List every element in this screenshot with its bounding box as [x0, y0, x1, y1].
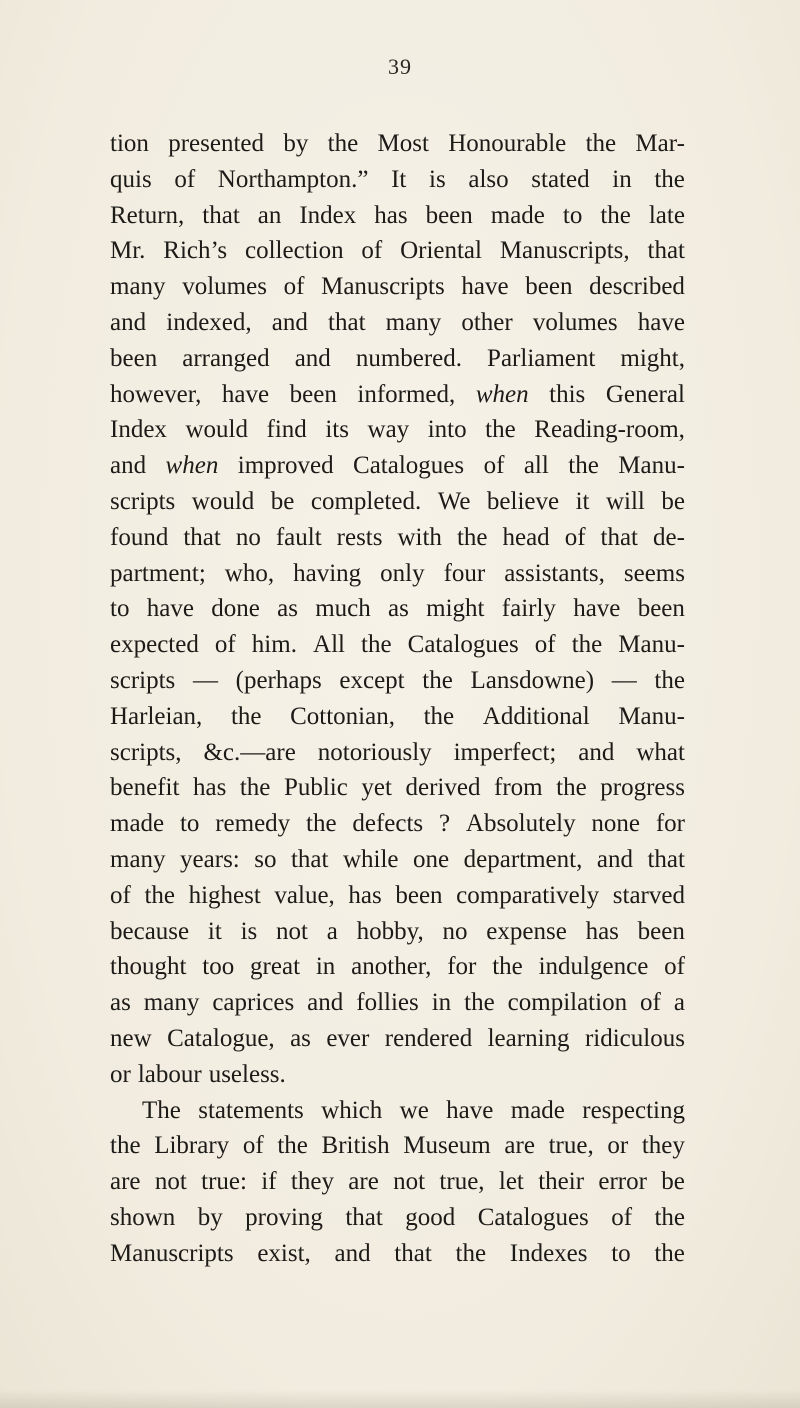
text-line: scripts, &c.—are notoriously imperfect; and what: [110, 738, 685, 766]
text-line: scripts — (perhaps except the Lansdowne) — the: [110, 666, 685, 694]
text-line: because it is not a hobby, no expense has been: [110, 917, 685, 945]
page-edge-shadow: [0, 1390, 800, 1408]
text-line: many volumes of Manuscripts have been described: [110, 273, 685, 301]
text-line: as many caprices and follies in the compilation of a: [110, 989, 685, 1017]
text-line: Index would find its way into the Reading-room,: [110, 416, 685, 444]
text-line: Mr. Rich’s collection of Oriental Manuscripts, that: [110, 237, 685, 265]
text-line: The statements which we have made respecting: [142, 1096, 685, 1124]
text-line: benefit has the Public yet derived from the progress: [110, 774, 685, 802]
text-line: partment; who, having only four assistants, seems: [110, 559, 685, 587]
text-line: expected of him. All the Catalogues of the Manu-: [110, 631, 685, 659]
text-line: quis of Northampton.” It is also stated in the: [110, 165, 685, 193]
text-line: the Library of the British Museum are true, or they: [110, 1132, 685, 1160]
text-line: Manuscripts exist, and that the Indexes to the: [110, 1239, 685, 1267]
text-line: thought too great in another, for the indulgence of: [110, 953, 685, 981]
text-line: however, have been informed, when this General: [110, 380, 685, 408]
text-line: many years: so that while one department, and that: [110, 845, 685, 873]
text-line: and when improved Catalogues of all the Manu-: [110, 452, 685, 480]
text-line: or labour useless.: [110, 1060, 286, 1088]
text-line: been arranged and numbered. Parliament might,: [110, 344, 685, 372]
text-line: Return, that an Index has been made to the late: [110, 201, 685, 229]
page-number: 39: [388, 54, 412, 79]
body-text: [110, 126, 685, 1272]
text-line: of the highest value, has been comparatively starved: [110, 881, 685, 909]
text-line: scripts would be completed. We believe it will be: [110, 487, 685, 515]
text-line: new Catalogue, as ever rendered learning ridiculous: [110, 1024, 685, 1052]
text-line: Harleian, the Cottonian, the Additional Manu-: [110, 702, 685, 730]
text-line: are not true: if they are not true, let their error be: [110, 1168, 685, 1196]
text-line: to have done as much as might fairly have been: [110, 595, 685, 623]
text-line: and indexed, and that many other volumes have: [110, 308, 685, 336]
text-line: made to remedy the defects ? Absolutely none for: [110, 810, 685, 838]
text-line: found that no fault rests with the head of that de-: [110, 523, 685, 551]
text-line: shown by proving that good Catalogues of the: [110, 1203, 685, 1231]
text-line: tion presented by the Most Honourable the Mar-: [110, 130, 685, 157]
